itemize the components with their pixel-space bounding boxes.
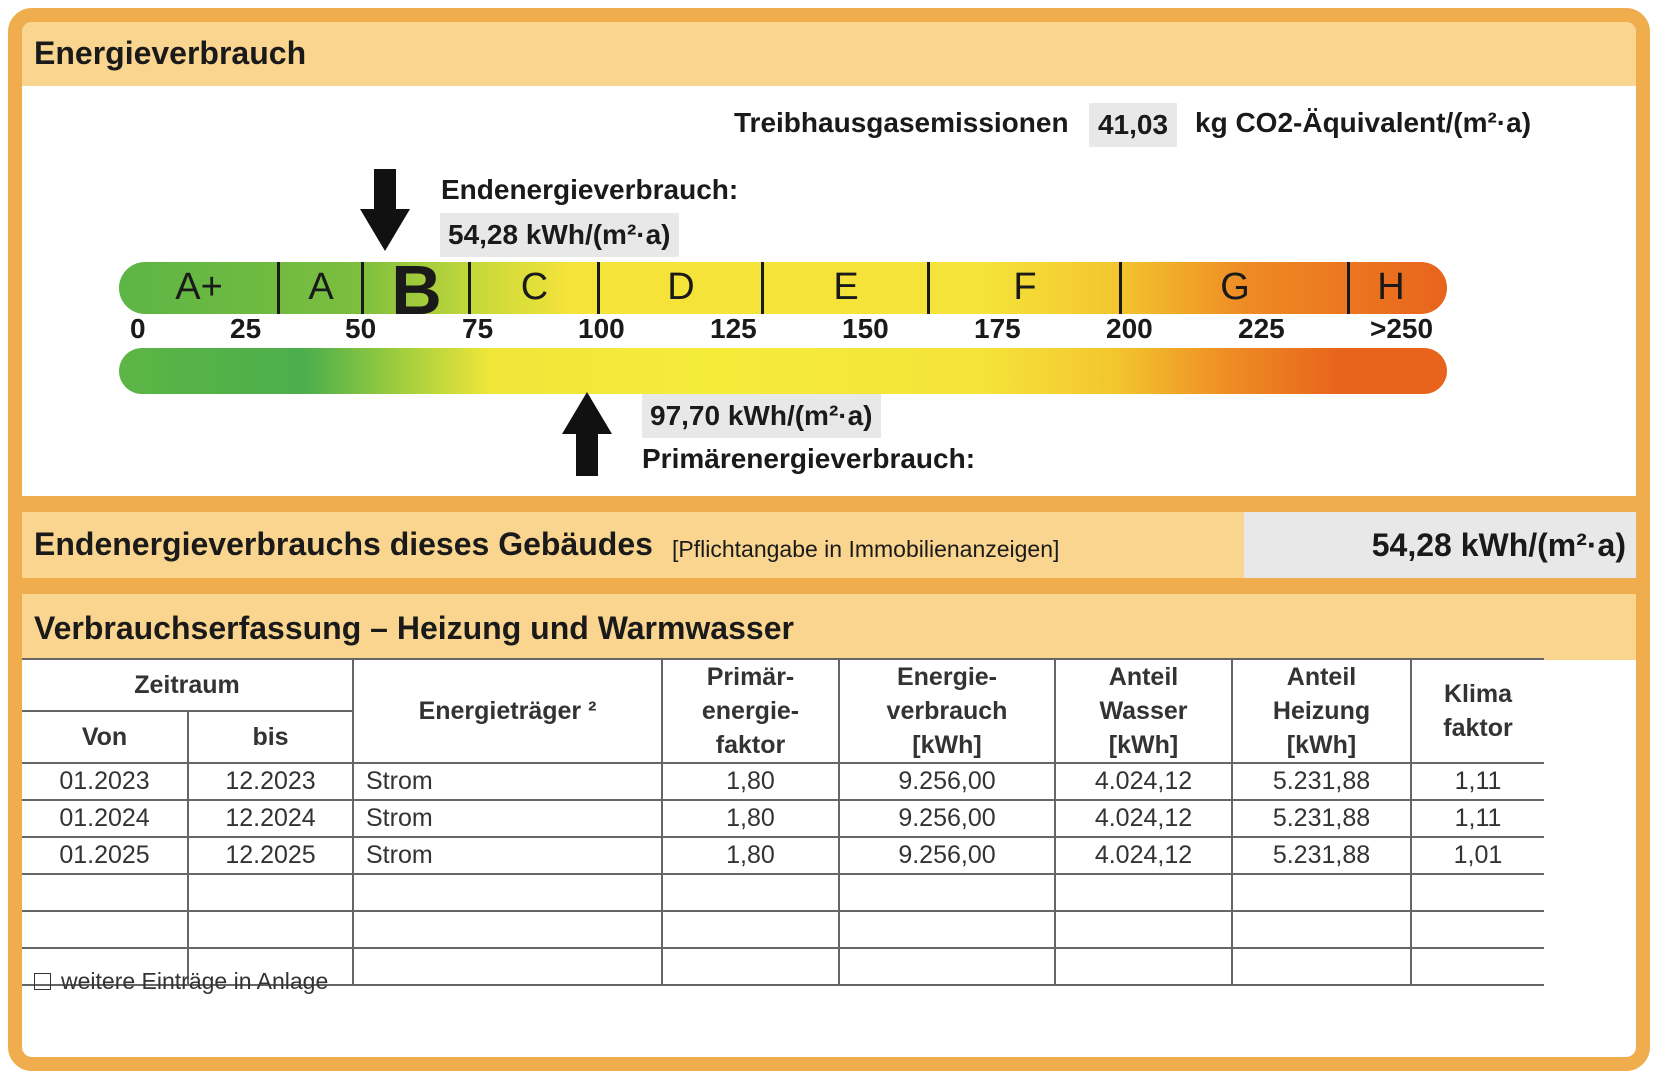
table-cell: 12.2023 — [188, 763, 353, 800]
class-label-b-active: B — [391, 262, 442, 314]
class-label-h: H — [1377, 266, 1405, 308]
header-line: Anteil — [1286, 663, 1357, 691]
class-label-f: F — [1013, 266, 1037, 308]
table-cell: Strom — [353, 763, 662, 800]
table-section-title: Verbrauchserfassung – Heizung und Warmwasser — [34, 610, 794, 646]
end-energy-arrow-icon — [358, 169, 412, 251]
table-section-bar — [22, 594, 1636, 660]
scale-label: 50 — [345, 313, 377, 344]
table-cell — [1232, 911, 1411, 948]
table-row — [22, 837, 1544, 874]
header-bis: bis — [188, 711, 353, 763]
table-cell — [1232, 948, 1411, 985]
table-cell — [1411, 948, 1544, 985]
table-cell: 5.231,88 — [1232, 763, 1411, 800]
table-cell: 5.231,88 — [1232, 800, 1411, 837]
class-label-d: D — [667, 266, 695, 308]
class-label-a-plus: A+ — [175, 266, 223, 308]
table-cell — [1055, 874, 1232, 911]
checkbox-icon[interactable] — [34, 973, 51, 990]
section-divider — [22, 496, 1636, 512]
table-cell — [353, 911, 662, 948]
table-cell — [353, 874, 662, 911]
checkbox-label: weitere Einträge in Anlage — [61, 968, 329, 994]
header-line: [kWh] — [1286, 731, 1357, 759]
consumption-table — [22, 658, 1544, 986]
emissions-unit: kg CO2-Äquivalent/(m²·a) — [1195, 107, 1532, 138]
header-von: Von — [22, 711, 188, 763]
table-cell — [353, 948, 662, 985]
table-cell — [188, 874, 353, 911]
page-title: Energieverbrauch — [34, 35, 307, 71]
end-energy-value: 54,28 kWh/(m²·a) — [440, 213, 679, 257]
table-row — [22, 800, 1544, 837]
table-row — [22, 874, 1544, 911]
table-cell — [662, 874, 839, 911]
header-line: energie- — [701, 697, 800, 725]
class-label-a: A — [308, 266, 334, 308]
table-cell — [662, 911, 839, 948]
primary-energy-arrow-icon — [560, 392, 614, 476]
class-label-e: E — [833, 266, 859, 308]
header-line: Energie- — [896, 663, 998, 691]
header-line: Wasser — [1099, 697, 1188, 725]
header-line: verbrauch — [886, 697, 1008, 725]
table-cell: 5.231,88 — [1232, 837, 1411, 874]
header-line: faktor — [715, 731, 786, 759]
scale-label: 0 — [130, 313, 146, 344]
header-anteil-heizung — [1232, 659, 1411, 763]
emissions-label: Treibhausgasemissionen — [734, 107, 1069, 138]
table-cell: 4.024,12 — [1055, 837, 1232, 874]
energy-certificate-frame — [8, 8, 1650, 1071]
header-line: [kWh] — [1108, 731, 1179, 759]
table-cell: 1,80 — [662, 763, 839, 800]
more-entries-checkbox-row[interactable] — [34, 968, 328, 995]
primary-energy-bar — [119, 348, 1447, 394]
scale-label: 200 — [1106, 313, 1153, 344]
scale-label: 225 — [1238, 313, 1285, 344]
header-primaerenergiefaktor — [662, 659, 839, 763]
class-label-c: C — [520, 266, 549, 308]
section-divider — [22, 578, 1636, 594]
table-cell: 1,11 — [1411, 800, 1544, 837]
table-row — [22, 763, 1544, 800]
table-row — [22, 911, 1544, 948]
summary-note: [Pflichtangabe in Immobilienanzeigen] — [672, 536, 1060, 562]
energy-class-bar — [119, 262, 1447, 314]
table-cell — [1411, 874, 1544, 911]
scale-label: 175 — [974, 313, 1021, 344]
table-cell: 1,80 — [662, 837, 839, 874]
table-cell: 01.2024 — [22, 800, 188, 837]
energy-certificate-panel — [22, 22, 1636, 1057]
table-cell — [1055, 948, 1232, 985]
header-line: Heizung — [1272, 697, 1371, 725]
table-cell — [839, 911, 1055, 948]
table-cell — [188, 911, 353, 948]
header-line: [kWh] — [912, 731, 982, 759]
table-cell: 12.2025 — [188, 837, 353, 874]
table-cell: Strom — [353, 837, 662, 874]
summary-bar — [22, 512, 1636, 578]
header-line: Anteil — [1108, 663, 1179, 691]
scale-label: 25 — [230, 313, 262, 344]
table-cell: 4.024,12 — [1055, 763, 1232, 800]
primary-energy-label: Primärenergieverbrauch: — [642, 443, 976, 474]
table-cell: 12.2024 — [188, 800, 353, 837]
header-zeitraum: Zeitraum — [22, 659, 353, 711]
table-cell — [22, 911, 188, 948]
table-cell — [662, 948, 839, 985]
header-line: faktor — [1443, 714, 1513, 742]
table-cell: 01.2025 — [22, 837, 188, 874]
table-cell: 1,01 — [1411, 837, 1544, 874]
header-energieverbrauch — [839, 659, 1055, 763]
header-line: Primär- — [706, 663, 795, 691]
table-cell: Strom — [353, 800, 662, 837]
primary-energy-value: 97,70 kWh/(m²·a) — [642, 394, 881, 438]
table-cell: 1,80 — [662, 800, 839, 837]
summary-label: Endenergieverbrauchs dieses Gebäudes — [34, 526, 653, 562]
summary-value: 54,28 kWh/(m²·a) — [1244, 512, 1636, 578]
table-cell: 1,11 — [1411, 763, 1544, 800]
header-anteil-wasser — [1055, 659, 1232, 763]
scale-label: 150 — [842, 313, 889, 344]
table-cell — [839, 874, 1055, 911]
table-cell — [839, 948, 1055, 985]
header-klimafaktor — [1411, 659, 1544, 763]
table-body — [22, 763, 1544, 985]
emissions-value: 41,03 — [1089, 103, 1177, 147]
table-cell: 4.024,12 — [1055, 800, 1232, 837]
header-energietraeger: Energieträger ² — [353, 659, 662, 763]
end-energy-label: Endenergieverbrauch: — [441, 174, 739, 205]
scale-label: >250 — [1370, 313, 1434, 344]
table-cell: 9.256,00 — [839, 800, 1055, 837]
title-bar — [22, 22, 1636, 86]
table-cell: 9.256,00 — [839, 837, 1055, 874]
scale-label: 75 — [462, 313, 494, 344]
header-line: Klima — [1443, 680, 1513, 708]
table-cell: 9.256,00 — [839, 763, 1055, 800]
table-cell: 01.2023 — [22, 763, 188, 800]
class-label-g: G — [1220, 266, 1250, 308]
scale-label: 125 — [710, 313, 757, 344]
table-cell — [1411, 911, 1544, 948]
table-cell — [22, 874, 188, 911]
table-cell — [1055, 911, 1232, 948]
scale-label: 100 — [578, 313, 625, 344]
table-cell — [1232, 874, 1411, 911]
